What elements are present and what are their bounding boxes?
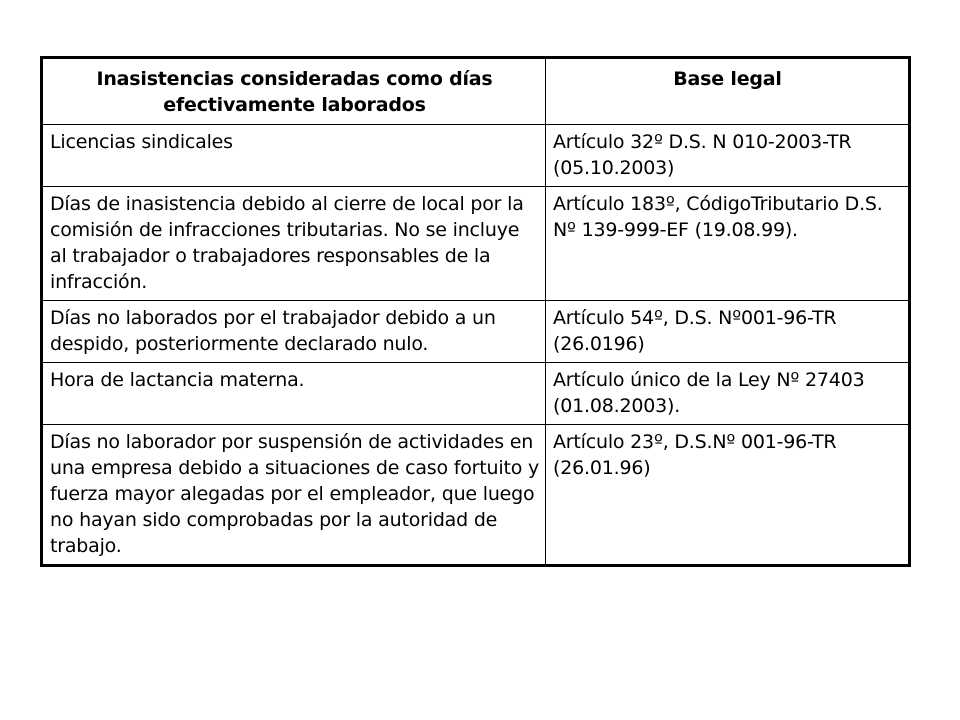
table-row xyxy=(42,301,910,363)
row-legal-basis: Artículo 183º, CódigoTributario D.S. Nº 139-999-EF (19.08.99). xyxy=(546,187,910,301)
table-row xyxy=(42,425,910,566)
table-header-row xyxy=(42,58,910,125)
table-row xyxy=(42,187,910,301)
table-row xyxy=(42,125,910,187)
row-description: Licencias sindicales xyxy=(42,125,546,187)
row-description: Días no laborador por suspensión de actividades en una empresa debido a situaciones de caso fortuito y fuerza mayor alegadas por el empleador, que luego no hayan sido comprobadas por la autoridad de trabajo. xyxy=(42,425,546,566)
row-legal-basis: Artículo 54º, D.S. Nº001-96-TR (26.0196) xyxy=(546,301,910,363)
absences-legal-basis-table xyxy=(40,56,911,567)
table-row xyxy=(42,363,910,425)
row-legal-basis: Artículo 32º D.S. N 010-2003-TR (05.10.2003) xyxy=(546,125,910,187)
row-description: Días no laborados por el trabajador debido a un despido, posteriormente declarado nulo. xyxy=(42,301,546,363)
row-description: Hora de lactancia materna. xyxy=(42,363,546,425)
row-legal-basis: Artículo único de la Ley Nº 27403 (01.08.2003). xyxy=(546,363,910,425)
row-description: Días de inasistencia debido al cierre de local por la comisión de infracciones tributarias. No se incluye al trabajador o trabajadores responsables de la infracción. xyxy=(42,187,546,301)
header-legal-basis: Base legal xyxy=(546,58,910,125)
row-legal-basis: Artículo 23º, D.S.Nº 001-96-TR (26.01.96) xyxy=(546,425,910,566)
header-absences: Inasistencias consideradas como días efectivamente laborados xyxy=(42,58,546,125)
